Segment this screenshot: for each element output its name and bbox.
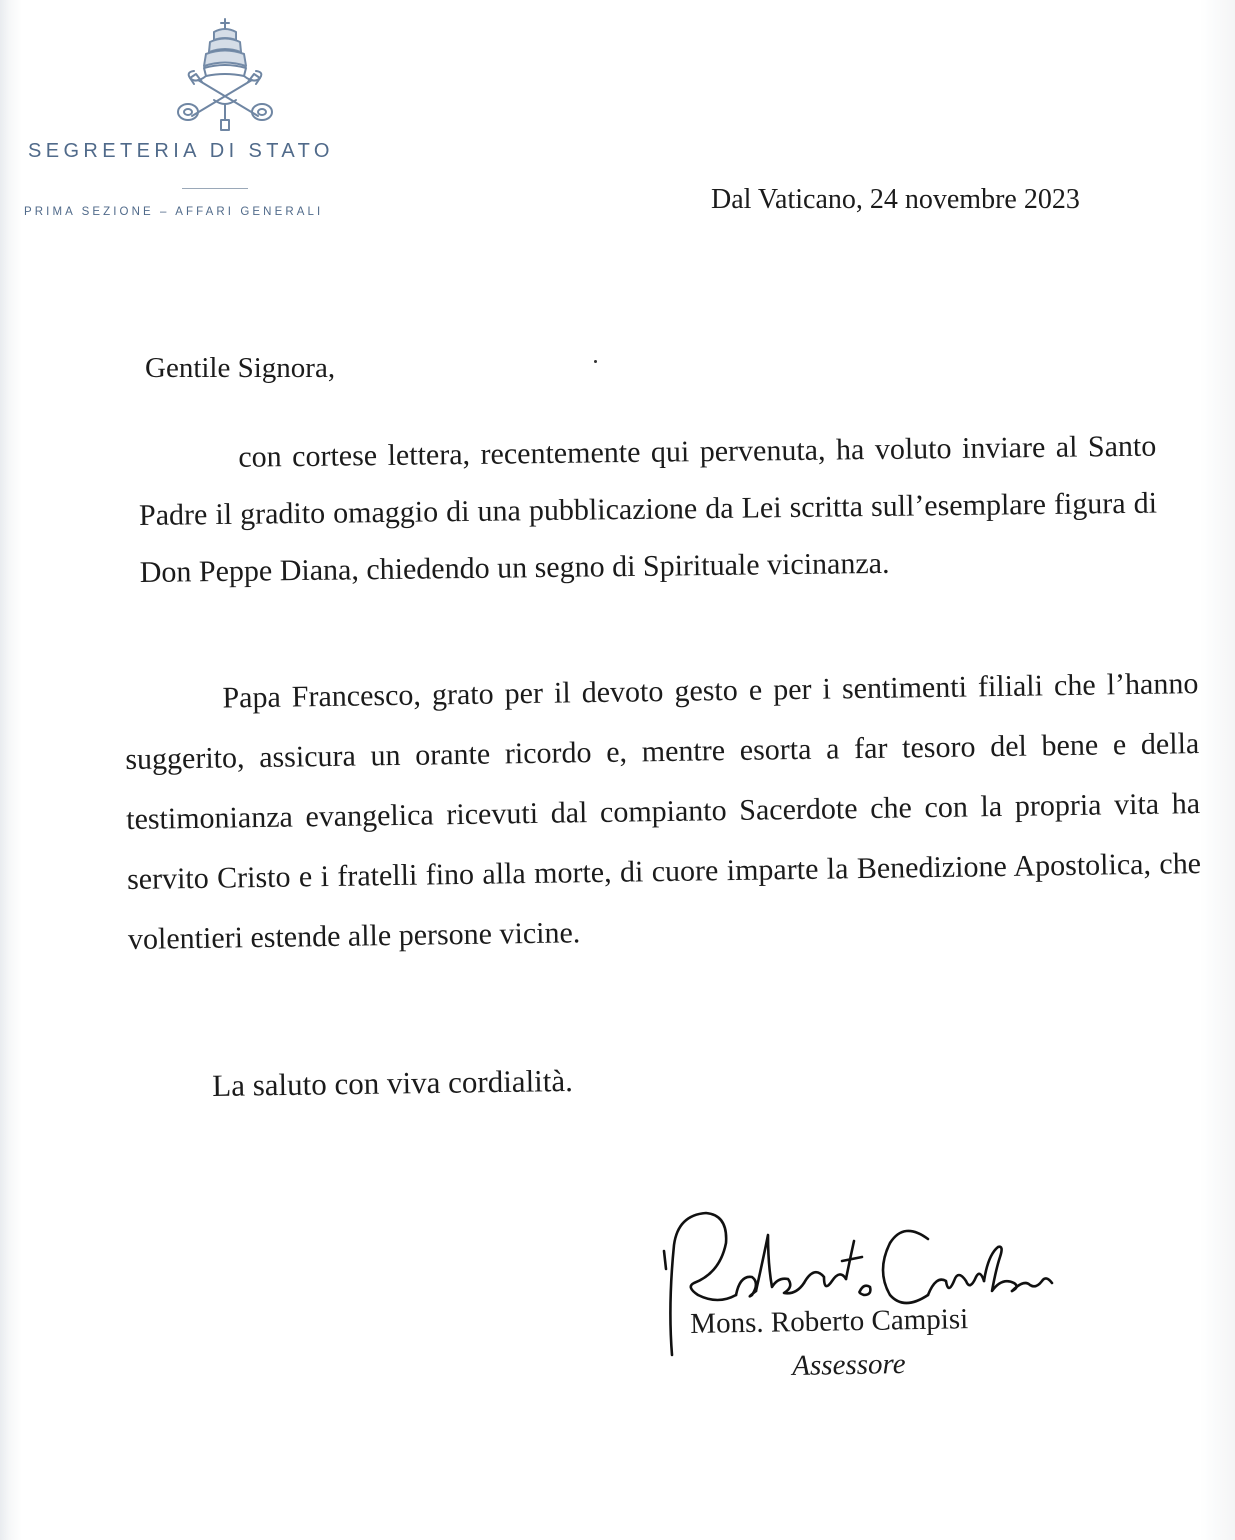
salutation: Gentile Signora,	[145, 352, 336, 384]
papal-emblem-icon	[170, 16, 280, 134]
letter-date: Dal Vaticano, 24 novembre 2023	[711, 184, 1080, 215]
body-paragraph-2: Papa Francesco, grato per il devoto gesto e per i sentimenti filiali che l’hanno suggerito, assicura un orante ricordo e, mentre esorta a far tesoro del bene e della testimonianza evangelica ricevuti dal compianto Sacerdote che con la propria vita ha servito Cristo e i fratelli fino alla morte, di cuore imparte la Benedizione Apostolica, che volentieri estende alle persone vicine.	[125, 667, 1202, 956]
office-section: PRIMA SEZIONE – AFFARI GENERALI	[24, 206, 324, 218]
letterhead	[20, 10, 420, 230]
paper-speck	[594, 360, 597, 363]
closing-line: La saluto con viva cordialità.	[212, 1062, 574, 1103]
letterhead-divider	[182, 188, 248, 189]
signer-name: Mons. Roberto Campisi	[690, 1303, 969, 1340]
body-paragraph-1: con cortese lettera, recentemente qui pervenuta, ha voluto inviare al Santo Padre il gradito omaggio di una pubblicazione da Lei scritta sull’esemplare figura di Don Peppe Diana, chiedendo un segno di Spirituale vicinanza.	[138, 429, 1158, 589]
signer-role: Assessore	[792, 1348, 906, 1382]
office-name: SEGRETERIA DI STATO	[28, 140, 334, 162]
